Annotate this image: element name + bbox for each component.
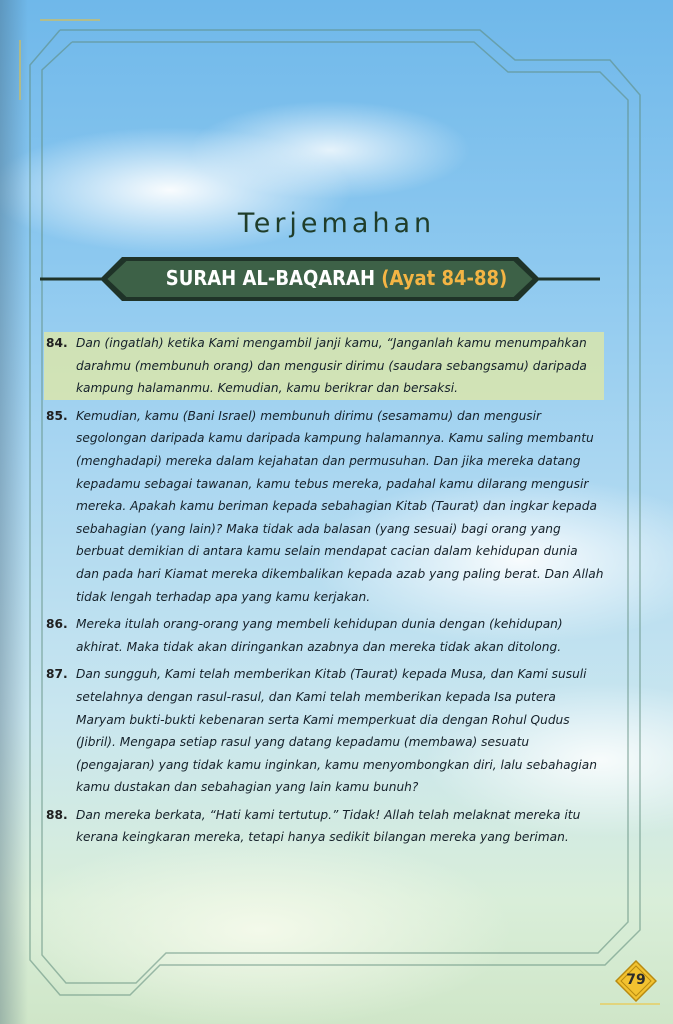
verse-text: Kemudian, kamu (Bani Israel) membunuh dirimu (sesamamu) dan mengusir segolongan daripada kamu daripada kampung halamannya. Kamu saling membantu (menghadapi) mereka dalam kejahatan dan permusuhan. Dan jika mereka datang kepadamu sebagai tawanan, kamu tebus mereka, padahal kamu dilarang mengusir mereka. Apakah kamu beriman kepada sebahagian Kitab (Taurat) dan ingkar kepada sebahagian (yang lain)? Maka tidak ada balasan (yang sesuai) bagi orang yang berbuat demikian di antara kamu selain mendapat cacian dalam kehidupan dunia dan pada hari Kiamat mereka dikembalikan kepada azab yang paling berat. Dan Allah tidak lengah terhadap apa yang kamu kerjakan. (76, 408, 604, 604)
verse-88 (44, 804, 604, 849)
page-heading: Terjemahan (237, 208, 436, 239)
ayat-range: (Ayat 84-88) (381, 266, 508, 290)
verse-number: 84. (46, 336, 68, 350)
verse-87 (44, 663, 604, 799)
verse-number: 88. (46, 807, 68, 822)
verse-84 (44, 332, 604, 400)
surah-name: SURAH AL-BAQARAH (165, 266, 376, 290)
verse-text: Dan (ingatlah) ketika Kami mengambil janji kamu, “Janganlah kamu menumpahkan darahmu (membunuh orang) dan mengusir dirimu (saudara sebangsamu) daripada kampung halamanmu. Kemudian, kamu berikrar dan bersaksi. (76, 336, 587, 396)
verse-number: 86. (46, 617, 68, 632)
verse-number: 85. (46, 408, 68, 423)
verse-text: Mereka itulah orang-orang yang membeli kehidupan dunia dengan (kehidupan) akhirat. Maka tidak akan diringankan azabnya dan mereka tidak akan ditolong. (76, 617, 563, 654)
page-number: 79 (626, 972, 646, 988)
verse-text: Dan mereka berkata, “Hati kami tertutup.” Tidak! Allah telah melaknat mereka itu kerana keingkaran mereka, tetapi hanya sedikit bilangan mereka yang beriman. (76, 807, 581, 845)
verse-list (44, 332, 604, 854)
surah-title (0, 266, 673, 290)
verse-text: Dan sungguh, Kami telah memberikan Kitab (Taurat) kepada Musa, dan Kami susuli setelahnya dengan rasul-rasul, dan Kami telah memberikan kepada Isa putera Maryam bukti-bukti kebenaran serta Kami memperkuat dia dengan Rohul Qudus (Jibril). Mengapa setiap rasul yang datang kepadamu (membawa) sesuatu (pengajaran) yang tidak kamu inginkan, kamu menyombongkan diri, lalu sebahagian kamu dustakan dan sebahagian yang lain kamu bunuh? (76, 667, 597, 795)
verse-number: 87. (46, 667, 68, 682)
verse-85 (44, 405, 604, 608)
verse-86 (44, 613, 604, 658)
